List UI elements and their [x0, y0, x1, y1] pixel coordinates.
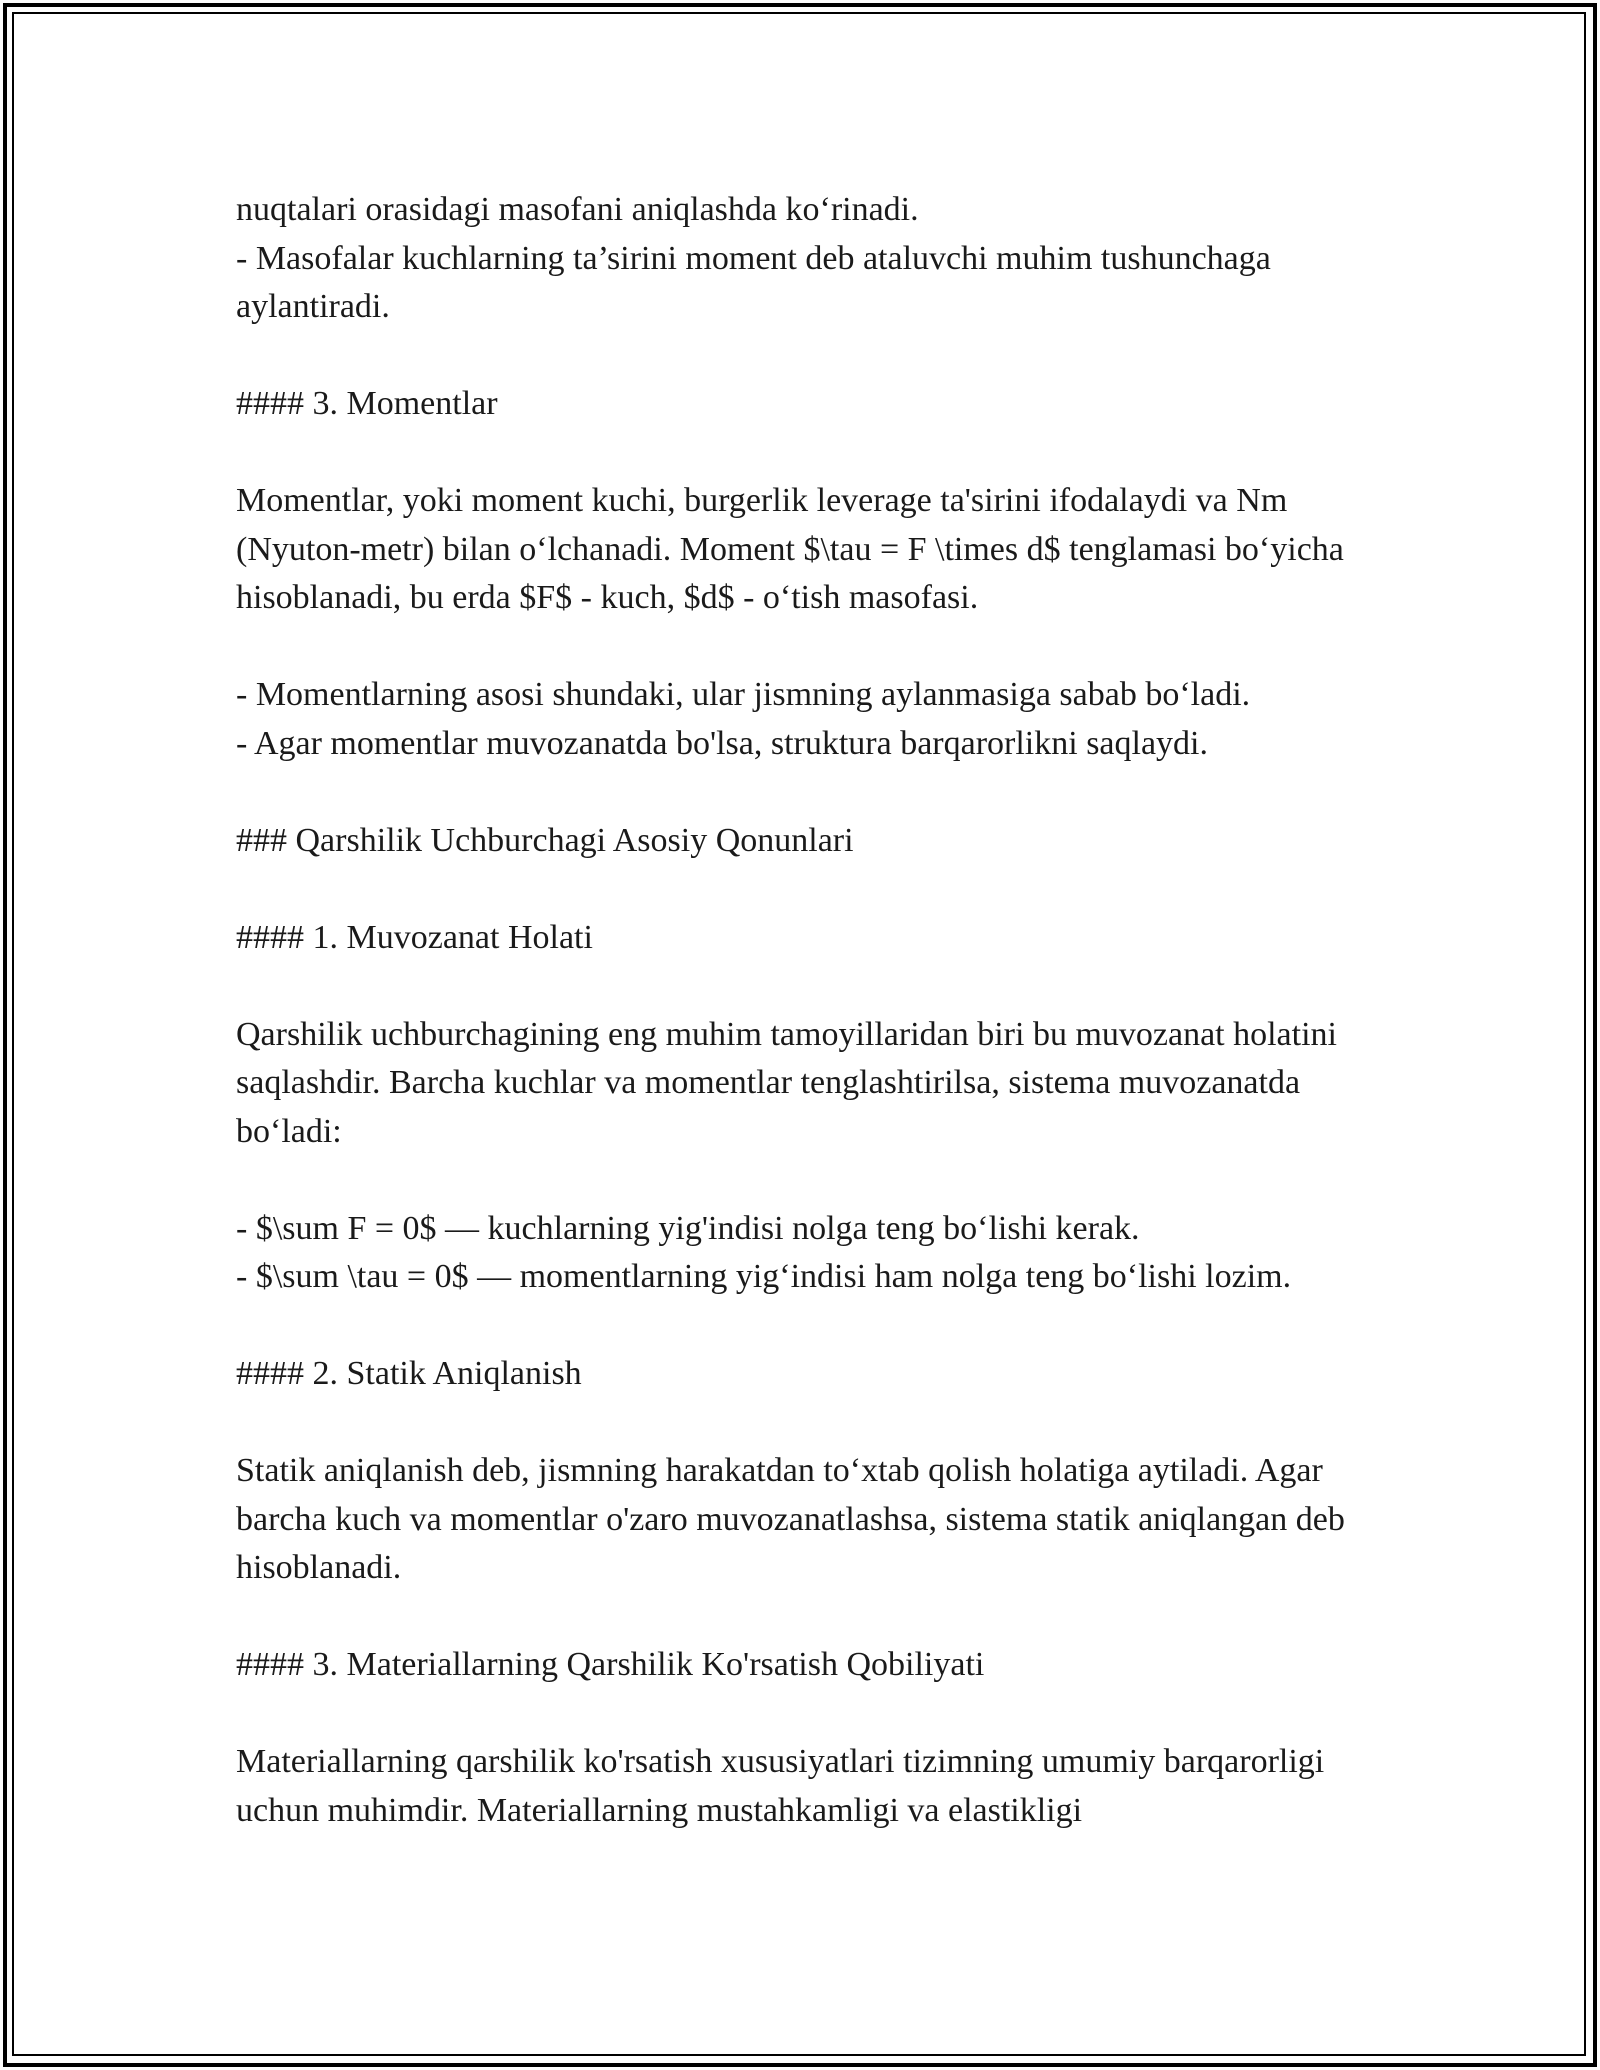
paragraph-gap	[236, 1302, 1376, 1351]
text-line: nuqtalari orasidagi masofani aniqlashda ko‘rinadi.	[236, 191, 919, 228]
list-item: - $\sum F = 0$ — kuchlarning yig'indisi nolga teng bo‘lishi kerak.	[236, 1209, 1140, 1247]
paragraph-gap	[236, 1399, 1376, 1448]
list-item: - $\sum \tau = 0$ — momentlarning yig‘indisi ham nolga teng bo‘lishi lozim.	[236, 1258, 1292, 1295]
paragraph-muvozanat: Qarshilik uchburchagining eng muhim tamoyillaridan biri bu muvozanat holatini saqlashdir. Barcha kuchlar va momentlar tenglashtirilsa, sistema muvozanatda bo‘ladi:	[236, 1015, 1337, 1150]
paragraph-gap	[236, 1156, 1376, 1205]
paragraph-gap	[236, 1593, 1376, 1642]
paragraph-gap	[236, 332, 1376, 381]
section-heading-qonunlar: ### Qarshilik Uchburchagi Asosiy Qonunlari	[236, 821, 854, 859]
section-heading-momentlar: #### 3. Momentlar	[236, 385, 498, 422]
paragraph-gap	[236, 623, 1376, 672]
list-item: - Masofalar kuchlarning ta’sirini moment deb ataluvchi muhim tushunchaga aylantiradi.	[236, 239, 1271, 325]
paragraph-gap	[236, 768, 1376, 817]
section-heading-muvozanat: #### 1. Muvozanat Holati	[236, 918, 593, 956]
paragraph-gap	[236, 865, 1376, 914]
list-item: - Agar momentlar muvozanatda bo'lsa, struktura barqarorlikni saqlaydi.	[236, 724, 1209, 762]
document-body	[236, 186, 1376, 1835]
paragraph-gap	[236, 1690, 1376, 1739]
paragraph-materiallar: Materiallarning qarshilik ko'rsatish xususiyatlari tizimning umumiy barqarorligi uchun muhimdir. Materiallarning mustahkamligi va elastikligi	[236, 1743, 1325, 1829]
section-heading-statik: #### 2. Statik Aniqlanish	[236, 1355, 582, 1392]
section-heading-materiallar: #### 3. Materiallarning Qarshilik Ko'rsatish Qobiliyati	[236, 1646, 985, 1683]
list-item: - Momentlarning asosi shundaki, ular jismning aylanmasiga sabab bo‘ladi.	[236, 676, 1251, 713]
paragraph-gap	[236, 429, 1376, 478]
paragraph-statik: Statik aniqlanish deb, jismning harakatdan to‘xtab qolish holatiga aytiladi. Agar barcha kuch va momentlar o'zaro muvozanatlashsa, sistema statik aniqlangan deb hisoblanadi.	[236, 1452, 1345, 1586]
paragraph-gap	[236, 962, 1376, 1011]
paragraph-momentlar: Momentlar, yoki moment kuchi, burgerlik leverage ta'sirini ifodalaydi va Nm (Nyuton-metr) bilan o‘lchanadi. Moment $\tau = F \times d$ tenglamasi bo‘yicha hisoblanadi, bu erda $F$ - kuch, $d$ - o‘tish masofasi.	[236, 482, 1344, 616]
